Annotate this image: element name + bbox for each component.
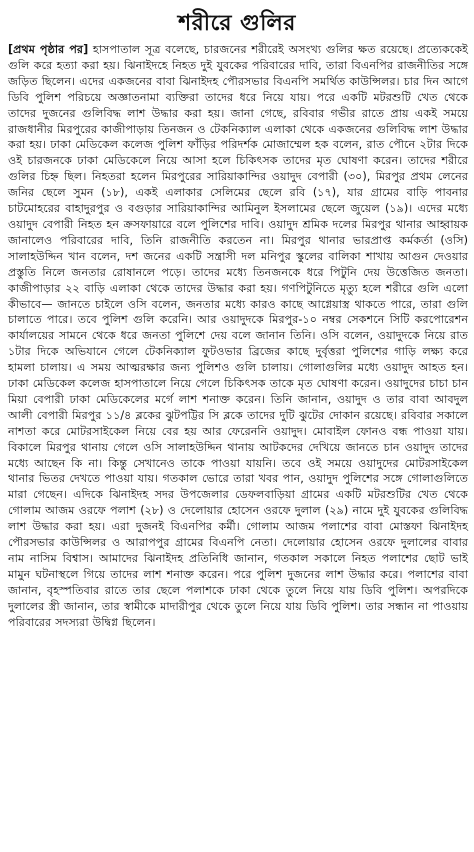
headline: শরীরে গুলির [178,10,296,36]
article-text: হাসপাতাল সূত্র বলেছে, চারজনের শরীরেই অসংখ্য গুলির ক্ষত রয়েছে। প্রত্যেককেই গুলি করে হত্যা করা হয়। ঝিনাইদহে নিহত দুই যুবকের পরিবারের দাবি, তারা বিএনপির রাজনীতির সঙ্গে জড়িত ছিলেন। এদের একজনের বাবা ঝিনাইদহ পৌরসভার বিএনপি সমর্থিত কাউন্সিলর। চার দিন আগে ডিবি পুলিশ পরিচয়ে অজ্ঞাতনামা ব্যক্তিরা তাদের ধরে নিয়ে যায়। পরে একটি মটরশুটি খেত থেকে তাদের দুজনের গুলিবিদ্ধ লাশ উদ্ধার করা হয়। জানা গেছে, রবিবার গভীর রাতে প্রায় একই সময়ে রাজধানীর মিরপুরের কাজীপাড়ায় তিনজন ও টেকনিক্যাল এলাকা থেকে একজনের গুলিবিদ্ধ লাশ উদ্ধার করা হয়। ঢাকা মেডিকেল কলেজ পুলিশ ফাঁড়ির পরিদর্শক মোজাম্মেল হক বলেন, রাত পৌনে ২টার দিকে ওই চারজনকে ঢাকা মেডিকেলে নিয়ে আসা হলে চিকিৎসক তাদের মৃত ঘোষণা করেন। তাদের শরীরে গুলির চিহ্ন ছিল। নিহতরা হলেন মিরপুরের সারিয়াকান্দির ওয়াদুদ বেপারী (৩০), মিরপুর প্রথম লেনের জনির ছেলে সুমন (১৮), একই এলাকার সেলিমের ছেলে রবি (১৭), যার গ্রামের বাড়ি পাবনার চাটমোহরের বাহাদুরপুর ও বগুড়ার সারিয়াকান্দির আমিনুল ইসলামের ছেলে জুয়েল (১৯)। এদের মধ্যে ওয়াদুদ বেপারী নিহত হন ক্রসফায়ারে বলে পুলিশের দাবি। ওয়াদুদ শ্রমিক দলের মিরপুর থানার আহ্বায়ক জানালেও পরিবারের দাবি, তিনি রাজনীতি করতেন না। মিরপুর থানার ভারপ্রাপ্ত কর্মকর্তা (ওসি) সালাহউদ্দিন খান বলেন, দশ জনের একটি সন্ত্রাসী দল মনিপুর স্কুলের বালিকা শাখায় আগুন দেওয়ার প্রস্তুতি নিলে জনতার রোষানলে পড়ে। তাদের মধ্যে তিনজনকে ধরে পিটুনি দেয় উত্তেজিত জনতা। কাজীপাড়ার ২২ বাড়ি এলাকা থেকে তাদের উদ্ধার করা হয়। গণপিটুনিতে মৃত্যু হলে শরীরে গুলি এলো কীভাবে— জানতে চাইলে ওসি বলেন, জনতার মধ্যে কারও কাছে আগ্নেয়াস্ত্র থাকতে পারে, তারা গুলি চালাতে পারে। তবে পুলিশ গুলি করেনি। আর ওয়াদুদকে মিরপুর-১০ নম্বর সেকশনে সিটি করপোরেশন কার্যালয়ের সামনে থেকে ধরে জনতা পুলিশে দেয় বলে জানান তিনি। ওসি বলেন, ওয়াদুদকে নিয়ে রাত ১টার দিকে অভিযানে গেলে টেকনিক্যাল ফুটওভার ব্রিজের কাছে দুর্বৃত্তরা পুলিশের গাড়ি লক্ষ্য করে হামলা চালায়। এ সময় আত্মরক্ষার জন্য পুলিশও গুলি চালায়। গোলাগুলির মধ্যে ওয়াদুদ আহত হন। ঢাকা মেডিকেল কলেজ হাসপাতালে নিয়ে গেলে চিকিৎসক তাকে মৃত ঘোষণা করেন। ওয়াদুদের চাচা চান মিয়া বেপারী ঢাকা মেডিকেলের মর্গে লাশ শনাক্ত করেন। তিনি জানান, ওয়াদুদ ও তার বাবা আবদুল আলী বেপারী মিরপুর ১১/৪ ব্লকের ঝুটপট্টির সি ব্লকে তাদের দুটি ঝুটের দোকান রয়েছে। রবিবার সকালে নাশতা করে মোটরসাইকেল নিয়ে বের হয় আর ফেরেননি ওয়াদুদ। মোবাইল ফোনও বন্ধ পাওয়া যায়। বিকালে মিরপুর থানায় গেলে ওসি সালাহউদ্দিন থানায় আটকদের দেখিয়ে জানতে চান ওয়াদুদ তাদের মধ্যে আছেন কি না। কিন্তু সেখানেও তাকে পাওয়া যায়নি। তবে ওই সময়ে ওয়াদুদের মোটরসাইকেল থানার ভিতর দেখতে পাওয়া যায়। গতকাল ভোরে তারা খবর পান, ওয়াদুদ পুলিশের সঙ্গে গোলাগুলিতে মারা গেছেন। এদিকে ঝিনাইদহ সদর উপজেলার ডেফলবাড়িয়া গ্রামের একটি মটরশুটির খেত থেকে গোলাম আজম ওরফে পলাশ (২৮) ও দেলোয়ার হোসেন ওরফে দুলাল (২৯) নামে দুই যুবকের গুলিবিদ্ধ লাশ উদ্ধার করা হয়। এরা দুজনই বিএনপির কর্মী। গোলাম আজম পলাশের বাবা মোস্তফা ঝিনাইদহ পৌরসভার কাউন্সিলর ও আরাপপুর গ্রামের বিএনপি নেতা। দেলোয়ার হোসেন ওরফে দুলালের বাবার নাম নাসিম বিশ্বাস। আমাদের ঝিনাইদহ প্রতিনিধি জানান, গতকাল সকালে নিহত পলাশের ছোট ভাই মামুন ঘটনাস্থলে গিয়ে তাদের লাশ শনাক্ত করেন। পরে পুলিশ দুজনের লাশ উদ্ধার করে। পলাশের বাবা জানান, বৃহস্পতিবার রাতে তার ছেলে পলাশকে ঢাকা থেকে তুলে নিয়ে যায় ডিবি পুলিশ। অপরদিকে দুলালের স্ত্রী জানান, তার স্বামীকে মাদারীপুর থেকে তুলে নিয়ে যায় ডিবি পুলিশ। তার সন্ধান না পাওয়ায় পরিবারের সদস্যরা উদ্বিগ্ন ছিলেন। [8,43,469,629]
jump-label: [প্রথম পৃষ্ঠার পর] [8,43,89,56]
article-body [8,42,468,631]
